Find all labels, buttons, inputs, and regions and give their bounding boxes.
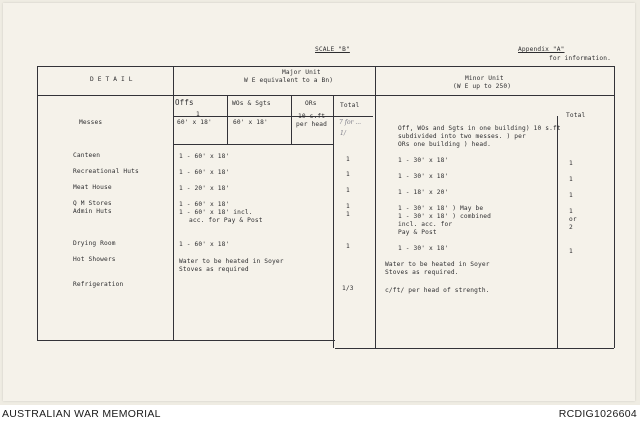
hot-showers-minor-2: Stoves as required.	[385, 269, 459, 276]
table-top-rule	[37, 66, 614, 67]
offs-header: Offs	[175, 98, 194, 107]
wos-column-rule	[291, 95, 292, 144]
wos-sgts-header: WOs & Sgts	[232, 100, 271, 107]
offs-column-rule	[227, 95, 228, 144]
qm-admin-minor-line-3: incl. acc. for	[398, 221, 453, 228]
drying-room-major: 1 - 60' x 18'	[179, 241, 230, 248]
pencil-annotation: 7 for ...	[339, 119, 362, 126]
drying-room-total: 1	[346, 243, 350, 250]
subheader-rule	[173, 116, 373, 117]
archive-credit: AUSTRALIAN WAR MEMORIAL	[2, 408, 161, 420]
row-label-recreational-huts: Recreational Huts	[73, 168, 139, 175]
detail-column-rule	[173, 66, 174, 340]
row-label-drying-room: Drying Room	[73, 240, 116, 247]
messes-minor-line-3: ORs one building ) head.	[398, 141, 492, 148]
refrigeration-total: 1/3	[342, 285, 354, 292]
major-minor-divider	[375, 66, 376, 348]
hot-showers-minor-1: Water to be heated in Soyer	[385, 261, 490, 268]
minor-total-header: Total	[566, 112, 586, 119]
ors-header: ORs	[305, 100, 317, 107]
table-bottom-rule	[37, 340, 335, 341]
qm-admin-minor-line-2: 1 - 30' x 18' ) combined	[398, 213, 492, 220]
appendix-heading: Appendix "A"	[518, 46, 565, 53]
qm-admin-minor-total-or: or	[569, 216, 577, 223]
qm-admin-minor-line-1: 1 - 30' x 18' ) May be	[398, 205, 484, 212]
minor-unit-subheader: (W E up to 250)	[453, 83, 512, 90]
canteen-major: 1 - 60' x 18'	[179, 153, 230, 160]
minor-unit-header: Minor Unit	[465, 75, 504, 82]
recreational-total: 1	[346, 171, 350, 178]
row-label-refrigeration: Refrigeration	[73, 281, 124, 288]
pencil-annotation-2: 1/	[340, 130, 346, 137]
table-header-rule	[37, 95, 614, 96]
qm-admin-minor-total-2: 2	[569, 224, 573, 231]
row-label-meat-house: Meat House	[73, 184, 112, 191]
meat-house-minor: 1 - 18' x 20'	[398, 189, 449, 196]
for-information-note: for information.	[549, 55, 612, 62]
minor-total-column-rule	[557, 116, 558, 348]
messes-rule	[173, 144, 333, 145]
scale-heading: SCALE "B"	[315, 46, 350, 53]
recreational-minor: 1 - 30' x 18'	[398, 173, 449, 180]
major-unit-subheader: W E equivalent to a Bn)	[244, 77, 334, 84]
qm-stores-total: 1	[346, 203, 350, 210]
messes-minor-line-2: subdivided into two messes. ) per	[398, 133, 526, 140]
table-bottom-rule-right	[335, 348, 614, 349]
canteen-minor-total: 1	[569, 160, 573, 167]
drying-room-minor-total: 1	[569, 248, 573, 255]
row-label-hot-showers: Hot Showers	[73, 256, 116, 263]
qm-stores-major: 1 - 60' x 18'	[179, 201, 230, 208]
messes-wos-size: 60' x 18'	[233, 119, 268, 126]
messes-ors-unit: per head	[296, 121, 328, 128]
messes-offs-size: 60' x 18'	[177, 119, 212, 126]
refrigeration-minor: c/ft/ per head of strength.	[385, 287, 490, 294]
messes-offs-count: 1	[196, 111, 200, 118]
table-left-rule	[37, 66, 38, 340]
admin-huts-total: 1	[346, 211, 350, 218]
admin-huts-major: 1 - 60' x 18' incl.	[179, 209, 253, 216]
row-label-qm-stores: Q M Stores	[73, 200, 112, 207]
archive-reference-id: RCDIG1026604	[558, 408, 637, 420]
row-label-canteen: Canteen	[73, 152, 101, 159]
admin-huts-major-note: acc. for Pay & Post	[189, 217, 263, 224]
table-right-rule	[614, 66, 615, 348]
row-label-messes: Messes	[79, 119, 103, 126]
detail-header: D E T A I L	[90, 76, 133, 83]
messes-ors-area: 10 s.ft	[298, 113, 326, 120]
messes-minor-line-1: Off, WOs and Sgts in one building) 10 s.ft	[398, 125, 561, 132]
hot-showers-major-2: Stoves as required	[179, 266, 249, 273]
paper-sheet	[3, 3, 635, 401]
total-header: Total	[340, 102, 360, 109]
row-label-admin-huts: Admin Huts	[73, 208, 112, 215]
drying-room-minor: 1 - 30' x 18'	[398, 245, 449, 252]
hot-showers-major-1: Water to be heated in Soyer	[179, 258, 284, 265]
major-unit-header: Major Unit	[282, 69, 321, 76]
meat-house-minor-total: 1	[569, 192, 573, 199]
recreational-minor-total: 1	[569, 176, 573, 183]
canteen-total: 1	[346, 156, 350, 163]
qm-admin-minor-line-4: Pay & Post	[398, 229, 437, 236]
ors-column-rule	[333, 95, 334, 348]
recreational-major: 1 - 60' x 18'	[179, 169, 230, 176]
meat-house-major: 1 - 20' x 18'	[179, 185, 230, 192]
qm-admin-minor-total-1: 1	[569, 208, 573, 215]
canteen-minor: 1 - 30' x 18'	[398, 157, 449, 164]
meat-house-total: 1	[346, 187, 350, 194]
